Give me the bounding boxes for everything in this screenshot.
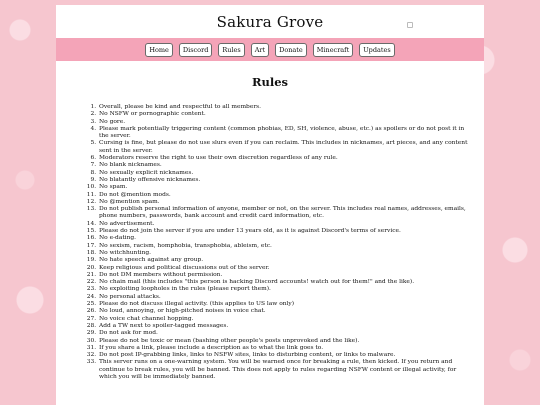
rule-item: 4. Please mark potentially triggering content (common phobias, ED, SH, violence, abuse, etc.) as spoilers or do not post it in the server. bbox=[98, 126, 474, 141]
rule-item: 19. No hate speech against any group. bbox=[98, 257, 474, 264]
rule-item: 5. Cursing is fine, but please do not use slurs even if you can reclaim. This includes in nicknames, art pieces, and any content sent in the server. bbox=[98, 140, 474, 155]
rule-item: 10. No spam. bbox=[98, 184, 474, 191]
rule-item: 26. No loud, annoying, or high-pitched noises in voice chat. bbox=[98, 308, 474, 315]
rule-item: 9. No blatantly offensive nicknames. bbox=[98, 177, 474, 184]
page-container bbox=[56, 5, 484, 405]
rule-item: 1. Overall, please be kind and respectful to all members. bbox=[98, 104, 474, 111]
rules-list bbox=[66, 104, 474, 381]
rule-item: 33. This server runs on a one-warning system. You will be warned once for breaking a rule, then kicked. If you return and continue to break rules, you will be banned. This does not apply to rules regarding NSFW content or illegal activity, for which you will be immediately banned. bbox=[98, 359, 474, 381]
page-title: Rules bbox=[251, 75, 289, 89]
nav-minecraft-button[interactable]: Minecraft bbox=[313, 43, 353, 57]
rule-item: 7. No blank nicknames. bbox=[98, 162, 474, 169]
rule-item: 20. Keep religious and political discussions out of the server. bbox=[98, 265, 474, 272]
rule-item: 24. No personal attacks. bbox=[98, 294, 474, 301]
nav-home-button[interactable]: Home bbox=[145, 43, 173, 57]
rule-item: 28. Add a TW next to spoiler-tagged messages. bbox=[98, 323, 474, 330]
rule-item: 11. Do not @mention mods. bbox=[98, 192, 474, 199]
nav-donate-button[interactable]: Donate bbox=[275, 43, 307, 57]
rule-item: 21. Do not DM members without permission. bbox=[98, 272, 474, 279]
rule-item: 12. No @mention spam. bbox=[98, 199, 474, 206]
rule-item: 17. No sexism, racism, homphobia, transphobia, ableism, etc. bbox=[98, 243, 474, 250]
rule-item: 13. Do not publish personal information of anyone, member or not, on the server. This includes real names, addresses, emails, phone numbers, passwords, bank account and credit card information, etc. bbox=[98, 206, 474, 221]
nav-discord-button[interactable]: Discord bbox=[179, 43, 212, 57]
rule-item: 32. Do not post IP-grabbing links, links to NSFW sites, links to disturbing content, or links to malware. bbox=[98, 352, 474, 359]
rule-item: 23. No exploiting loopholes in the rules (please report them). bbox=[98, 286, 474, 293]
rule-item: 3. No gore. bbox=[98, 119, 474, 126]
nav-art-button[interactable]: Art bbox=[251, 43, 269, 57]
rule-item: 22. No chain mail (this includes "this person is hacking Discord accounts! watch out for them!" and the like). bbox=[98, 279, 474, 286]
main-content bbox=[56, 75, 484, 381]
rule-item: 6. Moderators reserve the right to use their own discretion regardless of any rule. bbox=[98, 155, 474, 162]
rule-item: 25. Please do not discuss illegal activity. (this applies to US law only) bbox=[98, 301, 474, 308]
nav-bar bbox=[56, 38, 484, 61]
site-title[interactable]: Sakura Grove bbox=[216, 13, 324, 31]
nav-updates-button[interactable]: Updates bbox=[359, 43, 394, 57]
nav-rules-button[interactable]: Rules bbox=[218, 43, 244, 57]
rule-item: 8. No sexually explicit nicknames. bbox=[98, 170, 474, 177]
site-header bbox=[56, 5, 484, 38]
rule-item: 27. No voice chat channel hopping. bbox=[98, 316, 474, 323]
rule-item: 30. Please do not be toxic or mean (bashing other people's posts unprovoked and the like). bbox=[98, 338, 474, 345]
rule-item: 2. No NSFW or pornographic content. bbox=[98, 111, 474, 118]
rule-item: 15. Please do not join the server if you are under 13 years old, as it is against Discord's terms of service. bbox=[98, 228, 474, 235]
rule-item: 16. No e-dating. bbox=[98, 235, 474, 242]
rule-item: 18. No witchhunting. bbox=[98, 250, 474, 257]
search-icon[interactable] bbox=[407, 22, 413, 28]
rule-item: 31. If you share a link, please include a description as to what the link goes to. bbox=[98, 345, 474, 352]
rule-item: 29. Do not ask for mod. bbox=[98, 330, 474, 337]
rule-item: 14. No advertisement. bbox=[98, 221, 474, 228]
